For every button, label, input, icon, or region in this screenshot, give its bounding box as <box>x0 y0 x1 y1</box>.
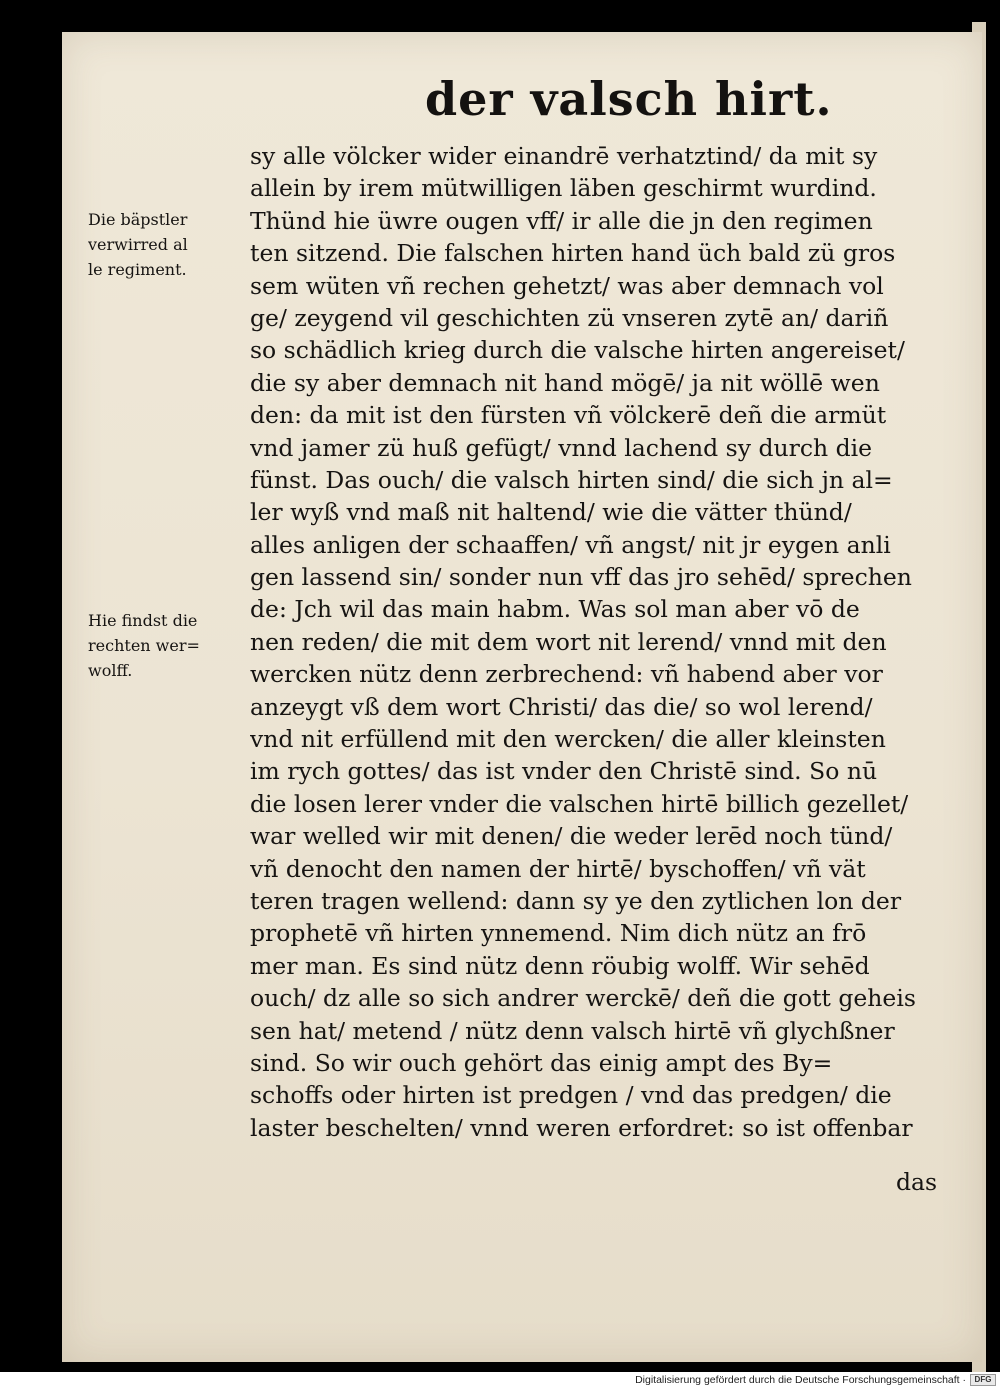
margin-note-line: le regiment. <box>88 260 187 279</box>
text-line: allein by irem mütwilligen läben geschirmt wurdind. <box>250 174 877 203</box>
text-line: den: da mit ist den fürsten vñ völckerē deñ die armüt <box>250 401 887 430</box>
text-line: vnd jamer zü huß gefügt/ vnnd lachend sy durch die <box>250 433 873 462</box>
text-line: war welled wir mit denen/ die weder lerēd noch tünd/ <box>250 822 893 851</box>
text-line: teren tragen wellend: dann sy ye den zytlichen lon der <box>250 886 902 915</box>
margin-note-line: verwirred al <box>88 235 188 254</box>
text-line: fünst. Das ouch/ die valsch hirten sind/ die sich jn al= <box>250 465 893 494</box>
text-line: nen reden/ die mit dem wort nit lerend/ vnnd mit den <box>250 627 887 656</box>
text-line: ler wyß vnd maß nit haltend/ wie die vätter thünd/ <box>250 498 852 527</box>
running-head: der valsch hirt. <box>425 72 833 126</box>
text-line: sy alle völcker wider einandrē verhatztind/ da mit sy <box>250 142 878 170</box>
margin-note-1 <box>88 207 248 282</box>
text-line: die sy aber demnach nit hand mögē/ ja nit wöllē wen <box>250 368 880 397</box>
text-line: anzeygt vß dem wort Christi/ das die/ so wol lerend/ <box>250 692 873 721</box>
text-line: schoffs oder hirten ist predgen / vnd das predgen/ die <box>250 1081 892 1110</box>
text-line: ten sitzend. Die falschen hirten hand üch bald zü gros <box>250 239 896 268</box>
margin-note-line: wolff. <box>88 661 133 680</box>
margin-note-line: rechten wer= <box>88 636 200 655</box>
text-line: sind. So wir ouch gehört das einig ampt des By= <box>250 1048 833 1077</box>
text-line: wercken nütz denn zerbrechend: vñ habend aber vor <box>250 660 883 689</box>
catchword: das <box>896 1168 938 1196</box>
footer-bar <box>0 1372 1000 1388</box>
text-line: sen hat/ metend / nütz denn valsch hirtē vñ glychßner <box>250 1016 895 1045</box>
text-line: mer man. Es sind nütz denn röubig wolff. Wir sehēd <box>250 951 870 980</box>
main-text-block <box>250 140 955 1144</box>
funding-credit: Digitalisierung gefördert durch die Deutsche Forschungsgemeinschaft · <box>635 1374 966 1386</box>
text-line: die losen lerer vnder die valschen hirtē billich gezellet/ <box>250 789 909 818</box>
text-line: vñ denocht den namen der hirtē/ byschoffen/ vñ vät <box>250 854 866 883</box>
margin-note-2 <box>88 608 248 683</box>
text-line: prophetē vñ hirten ynnemend. Nim dich nütz an frō <box>250 919 867 948</box>
dfg-logo: DFG <box>970 1374 996 1386</box>
text-line: alles anligen der schaaffen/ vñ angst/ nit jr eygen anli <box>250 530 891 559</box>
text-line: gen lassend sin/ sonder nun vff das jro sehēd/ sprechen <box>250 563 912 592</box>
text-line: im rych gottes/ das ist vnder den Christē sind. So nū <box>250 757 878 786</box>
text-line: ge/ zeygend vil geschichten zü vnseren zytē an/ dariñ <box>250 303 889 332</box>
text-line: Thünd hie üwre ougen vff/ ir alle die jn den regimen <box>250 206 873 235</box>
margin-note-line: Die bäpstler <box>88 210 188 229</box>
text-line: ouch/ dz alle so sich andrer werckē/ deñ die gott geheis <box>250 984 916 1013</box>
text-line: so schädlich krieg durch die valsche hirten angereiset/ <box>250 336 905 365</box>
text-line: de: Jch wil das main habm. Was sol man aber vō de <box>250 595 860 624</box>
text-line: sem wüten vñ rechen gehetzt/ was aber demnach vol <box>250 271 884 300</box>
text-line: laster beschelten/ vnnd weren erfordret: so ist offenbar <box>250 1113 913 1142</box>
margin-note-line: Hie findst die <box>88 611 198 630</box>
text-line: vnd nit erfüllend mit den wercken/ die aller kleinsten <box>250 725 886 754</box>
